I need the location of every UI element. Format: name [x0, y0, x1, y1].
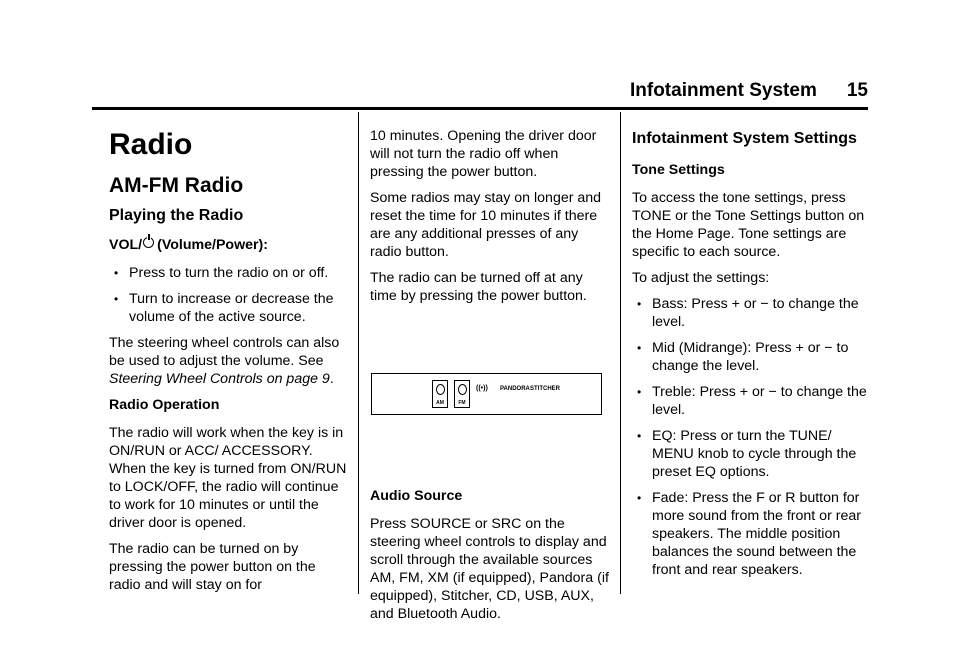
- paragraph: The radio will work when the key is in ON/RUN or ACC/ ACCESSORY. When the key is turned from ON/RUN to LOCK/OFF, the radio will continue to work for 10 minutes or until the driver door is opened.: [109, 425, 347, 531]
- am-button-icon: AM: [432, 380, 448, 408]
- column-2: [370, 127, 610, 631]
- vol-bullet-list: [109, 264, 350, 326]
- subheading-audio-source: Audio Source: [370, 488, 463, 504]
- sirius-xm-logo-icon: ((•)): [476, 385, 488, 392]
- cross-reference-link[interactable]: Steering Wheel Controls on page 9: [109, 371, 330, 387]
- paragraph: 10 minutes. Opening the driver door will not turn the radio off when pressing the power button.: [370, 128, 597, 180]
- page-number: 15: [846, 80, 868, 101]
- stitcher-logo: STITCHER: [530, 386, 560, 392]
- paragraph: The radio can be turned on by pressing the power button on the radio and will stay on for: [109, 541, 316, 593]
- list-item: • Turn to increase or decrease the volume of the active source.: [109, 290, 350, 326]
- header-rule: [92, 107, 868, 110]
- column-1: [109, 122, 350, 602]
- subheading-settings: Infotainment System Settings: [632, 130, 857, 147]
- section-heading-radio: Radio: [109, 128, 193, 161]
- power-icon: [143, 237, 154, 248]
- fm-button-icon: FM: [454, 380, 470, 408]
- subheading-operation: Radio Operation: [109, 397, 220, 413]
- paragraph: The radio can be turned off at any time by pressing the power button.: [370, 270, 587, 304]
- list-item: • Mid (Midrange): Press + or − to change the level.: [632, 339, 872, 375]
- page-header: [630, 80, 868, 102]
- paragraph-text: The steering wheel controls can also be used to adjust the volume. See: [109, 335, 340, 369]
- paragraph-end: .: [329, 371, 334, 387]
- subheading-am-fm: AM-FM Radio: [109, 174, 244, 197]
- paragraph: Some radios may stay on longer and reset the time for 10 minutes if there are any additional presses of any radio button.: [370, 190, 602, 260]
- pandora-logo: PANDORA: [500, 386, 530, 392]
- subheading-tone: Tone Settings: [632, 162, 725, 178]
- list-item: • Bass: Press + or − to change the level.: [632, 295, 872, 331]
- paragraph: [109, 334, 350, 388]
- list-item: • Treble: Press + or − to change the level.: [632, 383, 872, 419]
- paragraph: To adjust the settings:: [632, 270, 770, 286]
- vol-heading: [109, 236, 350, 254]
- vol-suffix: (Volume/Power):: [157, 237, 268, 253]
- column-divider: [620, 112, 621, 594]
- paragraph: To access the tone settings, press TONE or the Tone Settings button on the Home Page. Tone settings are specific to each source.: [632, 190, 865, 260]
- column-divider: [358, 112, 359, 594]
- section-title: Infotainment System: [629, 80, 817, 101]
- vol-prefix: VOL/: [109, 237, 143, 253]
- tone-bullet-list: [632, 295, 872, 579]
- subheading-playing: Playing the Radio: [109, 207, 244, 224]
- list-item: • Fade: Press the F or R button for more sound from the front or rear speakers. The middle position balances the sound between the front and rear speakers.: [632, 489, 872, 579]
- list-item: • Press to turn the radio on or off.: [109, 264, 350, 282]
- list-item: • EQ: Press or turn the TUNE/ MENU knob to cycle through the preset EQ options.: [632, 427, 872, 481]
- column-3: [632, 129, 872, 587]
- paragraph: Press SOURCE or SRC on the steering wheel controls to display and scroll through the available sources AM, FM, XM (if equipped), Pandora (if equipped), Stitcher, CD, USB, AUX, and Bluetooth Audio.: [370, 516, 609, 622]
- radio-faceplate-illustration: [371, 373, 602, 415]
